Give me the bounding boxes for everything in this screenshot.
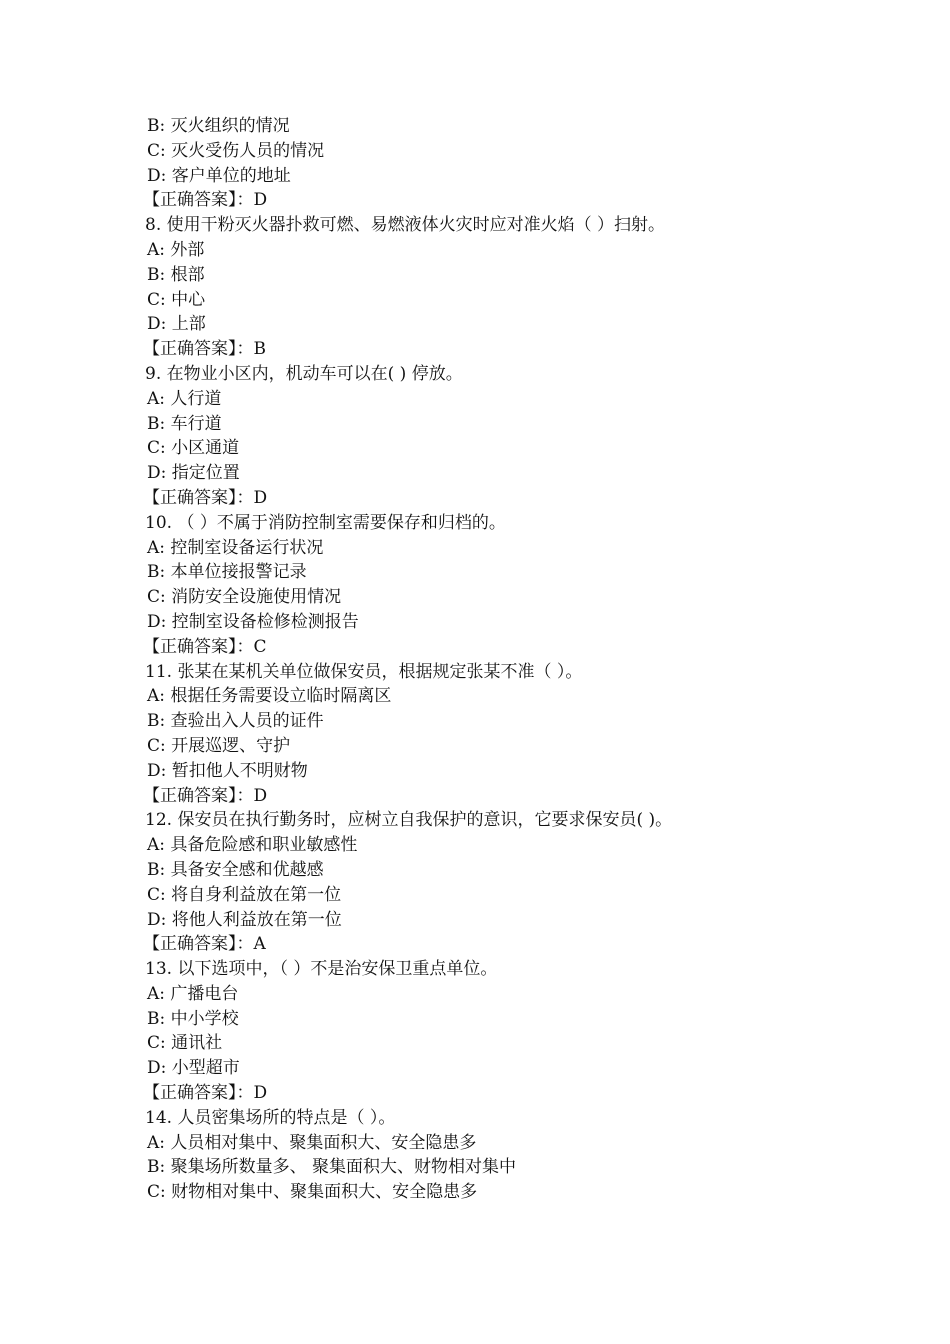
option-line: B: 根部 (147, 264, 205, 285)
option-line: C: 通讯社 (147, 1033, 223, 1054)
option-line: B: 聚集场所数量多、 聚集面积大、财物相对集中 (147, 1157, 517, 1178)
option-line: C: 小区通道 (147, 438, 240, 459)
question-line: 9. 在物业小区内，机动车可以在( ) 停放。 (145, 363, 463, 384)
answer-line: 【正确答案】：D (143, 1083, 268, 1104)
answer-line: 【正确答案】：D (143, 785, 268, 806)
option-line: B: 具备安全感和优越感 (147, 859, 324, 880)
question-line: 8. 使用干粉灭火器扑救可燃、易燃液体火灾时应对准火焰（ ）扫射。 (145, 215, 666, 236)
option-line: A: 人员相对集中、聚集面积大、安全隐患多 (147, 1132, 477, 1153)
option-line: A: 人行道 (147, 388, 222, 409)
option-line: B: 中小学校 (147, 1008, 239, 1029)
option-line: B: 查验出入人员的证件 (147, 711, 324, 732)
question-line: 13. 以下选项中，（ ）不是治安保卫重点单位。 (145, 959, 498, 980)
option-line: C: 将自身利益放在第一位 (147, 884, 342, 905)
option-line: C: 消防安全设施使用情况 (147, 587, 342, 608)
question-line: 12. 保安员在执行勤务时，应树立自我保护的意识，它要求保安员( )。 (145, 810, 673, 831)
question-line: 14. 人员密集场所的特点是（ ）。 (145, 1107, 396, 1128)
answer-line: 【正确答案】：B (143, 339, 266, 360)
option-line: B: 车行道 (147, 413, 222, 434)
document-page (143, 114, 843, 1205)
question-line: 10. （ ）不属于消防控制室需要保存和归档的。 (145, 512, 506, 533)
option-line: D: 将他人利益放在第一位 (147, 909, 342, 930)
option-line: A: 广播电台 (147, 983, 239, 1004)
option-line: A: 根据任务需要设立临时隔离区 (147, 686, 392, 707)
question-line: 11. 张某在某机关单位做保安员，根据规定张某不准（ ）。 (145, 661, 583, 682)
option-line: D: 暂扣他人不明财物 (147, 760, 308, 781)
option-line: B: 本单位接报警记录 (147, 562, 307, 583)
option-line: A: 外部 (147, 239, 205, 260)
option-line: D: 客户单位的地址 (147, 165, 291, 186)
answer-line: 【正确答案】：D (143, 487, 268, 508)
option-line: A: 具备危险感和职业敏感性 (147, 835, 358, 856)
option-line: C: 财物相对集中、聚集面积大、安全隐患多 (147, 1182, 478, 1203)
option-line: D: 指定位置 (147, 463, 240, 484)
option-line: D: 控制室设备检修检测报告 (147, 611, 359, 632)
option-line: C: 中心 (147, 289, 206, 310)
answer-line: 【正确答案】：C (143, 636, 267, 657)
answer-line: 【正确答案】：A (143, 934, 266, 955)
option-line: D: 上部 (147, 314, 206, 335)
option-line: D: 小型超市 (147, 1058, 240, 1079)
option-line: B: 灭火组织的情况 (147, 116, 290, 136)
option-line: A: 控制室设备运行状况 (147, 537, 324, 558)
answer-line: 【正确答案】：D (143, 190, 268, 211)
option-line: C: 开展巡逻、守护 (147, 735, 291, 756)
option-line: C: 灭火受伤人员的情况 (147, 140, 325, 161)
